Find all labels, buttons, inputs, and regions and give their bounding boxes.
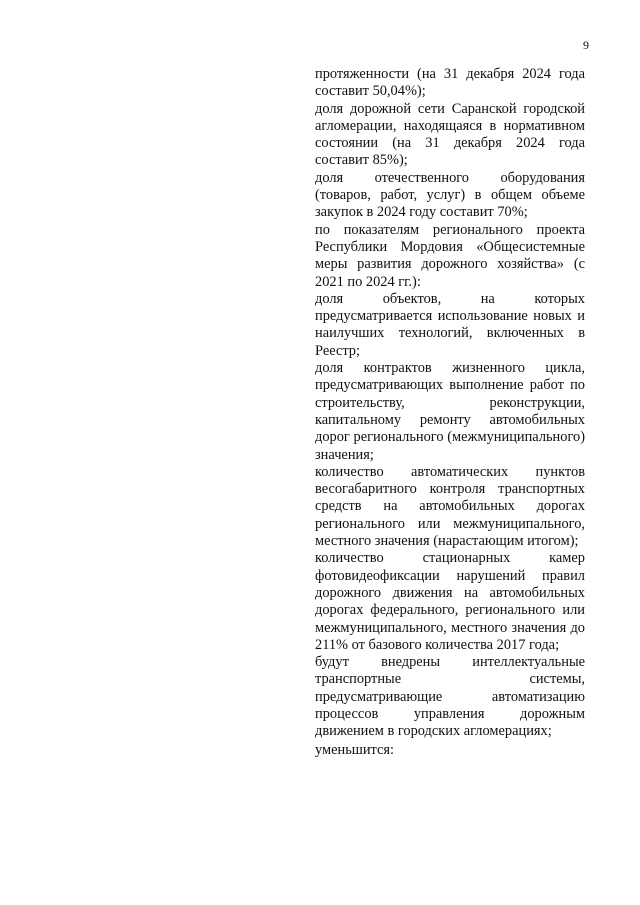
paragraph-domestic-equipment-share: доля отечественного оборудования (товаров, работ, услуг) в общем объеме закупок в 2024 году составит 70%; (315, 169, 585, 221)
paragraph-length-share: протяженности (на 31 декабря 2024 года составит 50,04%); (315, 66, 585, 100)
paragraph-intelligent-transport-systems: будут внедрены интеллектуальные транспортные системы, предусматривающие автоматизацию процессов управления дорожным движением в городских агломерациях; (315, 654, 585, 740)
paragraph-traffic-cameras: количество стационарных камер фотовидеофиксации нарушений правил дорожного движения на автомобильных дорогах федерального, регионального или межмуниципального, местного значения до 211% от базового количества 2017 года; (315, 550, 585, 653)
paragraph-weight-control-points: количество автоматических пунктов весогабаритного контроля транспортных средств на автомобильных дорогах регионального или межмуниципального, местного значения (нарастающим итогом); (315, 463, 585, 550)
paragraph-new-technologies-share: доля объектов, на которых предусматривается использование новых и наилучших технологий, включенных в Реестр; (315, 290, 585, 359)
paragraph-regional-project-indicators: по показателям регионального проекта Республики Мордовия «Общесистемные меры развития дорожного хозяйства» (с 2021 по 2024 гг.): (315, 221, 585, 290)
page-number: 9 (583, 38, 589, 52)
text-column (315, 66, 585, 759)
paragraph-will-decrease: уменьшится: (315, 741, 395, 758)
paragraph-lifecycle-contracts-share: доля контрактов жизненного цикла, предусматривающих выполнение работ по строительству, реконструкции, капитальному ремонту автомобильных дорог регионального (межмуниципального) значения; (315, 360, 585, 463)
paragraph-saransk-road-share: доля дорожной сети Саранской городской агломерации, находящаяся в нормативном состоянии (на 31 декабря 2024 года составит 85%); (315, 100, 585, 169)
